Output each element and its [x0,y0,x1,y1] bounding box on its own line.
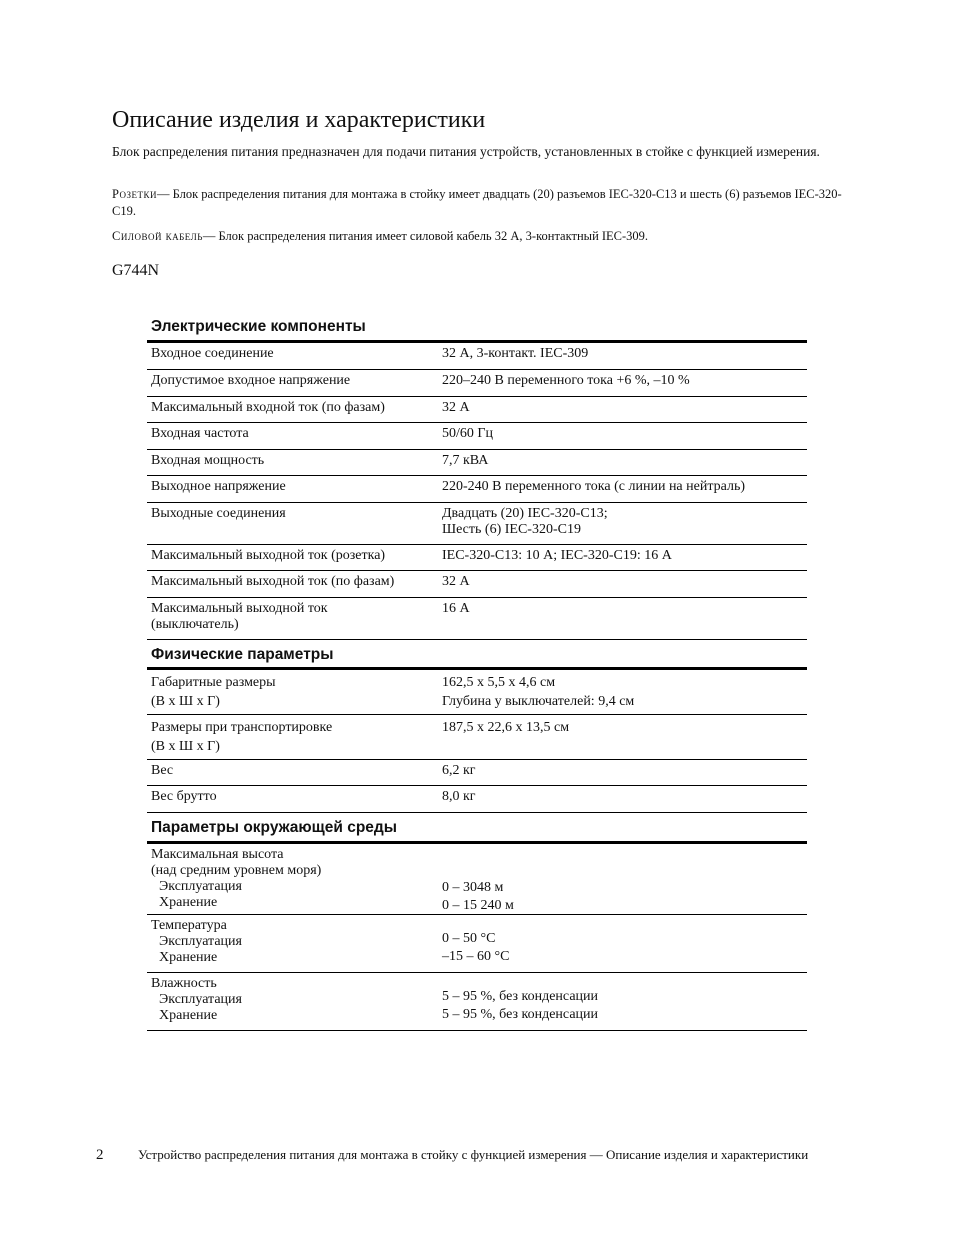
spec-row [147,844,807,915]
spec-label [147,718,442,759]
spec-value-line: 0 – 15 240 м [442,898,514,913]
spec-row [147,503,807,545]
spec-value: 187,5 x 22,6 x 13,5 см [442,720,570,735]
footer-text: Устройство распределения питания для монтажа в стойку с функцией измерения — Описание изделия и характеристики [138,1147,809,1162]
spec-value-line: 5 – 95 %, без конденсации [442,989,599,1004]
intro-paragraph: Блок распределения питания предназначен для подачи питания устройств, установленных в стойке с функцией измерения. [112,144,820,159]
spec-sublabel: Хранение [159,895,218,910]
spec-label [147,673,442,714]
spec-sublabel: Хранение [159,950,218,965]
spec-label: Вес [151,763,174,778]
spec-row [147,715,807,760]
spec-label-line: Максимальный выходной ток [151,601,328,616]
note-power-cord-lead: Силовой кабель [112,229,203,243]
spec-row [147,545,807,571]
spec-label-line: (В x Ш x Г) [151,694,220,709]
note-outlets [112,186,842,220]
spec-row [147,915,807,973]
spec-row [147,786,807,813]
spec-label: Максимальный выходной ток (розетка) [151,548,386,563]
page-title: Описание изделия и характеристики [112,107,486,133]
spec-value-line: Шесть (6) IEC-320-C19 [442,522,581,537]
spec-row [147,450,807,476]
spec-sublabel: Эксплуатация [159,934,242,949]
note-outlets-lead: Розетки [112,187,157,201]
spec-label-line: (выключатель) [151,617,239,632]
spec-label-line: (над средним уровнем моря) [151,863,322,878]
spec-label-line: Габаритные размеры [151,675,276,690]
spec-value: IEC-320-C13: 10 А; IEC-320-C19: 16 А [442,548,672,563]
spec-value-line: –15 – 60 °C [442,949,510,964]
spec-sublabel: Хранение [159,1008,218,1023]
spec-label [147,976,442,1030]
note-power-cord-text: — Блок распределения питания имеет силовой кабель 32 A, 3-контактный IEC-309. [202,229,649,243]
spec-value: 16 А [442,601,470,616]
spec-sublabel: Эксплуатация [159,879,242,894]
spec-label: Максимальный выходной ток (по фазам) [151,574,395,589]
section-title-electrical: Электрические компоненты [147,312,807,343]
spec-value-line: 162,5 x 5,5 x 4,6 см [442,675,556,690]
spec-value [442,506,807,544]
spec-row [147,343,807,370]
spec-value-line: 0 – 50 °C [442,931,496,946]
note-power-cord [112,228,842,245]
spec-value: 6,2 кг [442,763,476,778]
spec-value [442,976,807,1030]
spec-label: Выходные соединения [151,506,286,521]
spec-value: 220-240 В переменного тока (с линии на нейтраль) [442,479,746,494]
page-number: 2 [96,1147,104,1163]
spec-row [147,670,807,715]
section-title-environmental: Параметры окружающей среды [147,813,807,844]
model-number: G744N [112,262,160,279]
spec-label-line: Максимальная высота [151,847,284,862]
note-outlets-text: — Блок распределения питания для монтажа в стойку имеет двадцать (20) разъемов IEC-320-C13 и шесть (6) разъемов IEC-320-C19. [112,187,842,218]
spec-label [147,601,442,639]
spec-row [147,423,807,450]
spec-value [442,847,807,914]
spec-label: Максимальный входной ток (по фазам) [151,400,385,415]
spec-label: Входная мощность [151,453,265,468]
spec-label [147,918,442,972]
spec-value: 32 А [442,574,470,589]
spec-value: 32 А, 3-контакт. IEC-309 [442,346,589,361]
spec-label-line: Размеры при транспортировке [151,720,333,735]
spec-value: 8,0 кг [442,789,476,804]
spec-label: Входное соединение [151,346,274,361]
spec-value-line: 0 – 3048 м [442,880,504,895]
spec-label: Выходное напряжение [151,479,286,494]
spec-label-line: Температура [151,918,227,933]
spec-label: Вес брутто [151,789,217,804]
spec-value: 32 А [442,400,470,415]
spec-label: Входная частота [151,426,249,441]
specs-table [147,312,807,1031]
spec-label-line: (В x Ш x Г) [151,739,220,754]
spec-label: Допустимое входное напряжение [151,373,351,388]
spec-row [147,598,807,640]
spec-row [147,476,807,503]
spec-value-line: Глубина у выключателей: 9,4 см [442,694,635,709]
spec-value [442,673,807,714]
spec-value: 7,7 кВА [442,453,489,468]
spec-row [147,370,807,397]
spec-row [147,760,807,786]
spec-label-line: Влажность [151,976,217,991]
spec-value: 50/60 Гц [442,426,493,441]
spec-row [147,973,807,1031]
spec-label [147,847,442,914]
page-footer [96,1147,808,1164]
spec-row [147,397,807,423]
section-title-physical: Физические параметры [147,640,807,670]
spec-sublabel: Эксплуатация [159,992,242,1007]
spec-value [442,918,807,972]
spec-value: 220–240 В переменного тока +6 %, –10 % [442,373,690,388]
spec-value-line: Двадцать (20) IEC-320-C13; [442,506,608,521]
spec-value-line: 5 – 95 %, без конденсации [442,1007,599,1022]
spec-row [147,571,807,598]
